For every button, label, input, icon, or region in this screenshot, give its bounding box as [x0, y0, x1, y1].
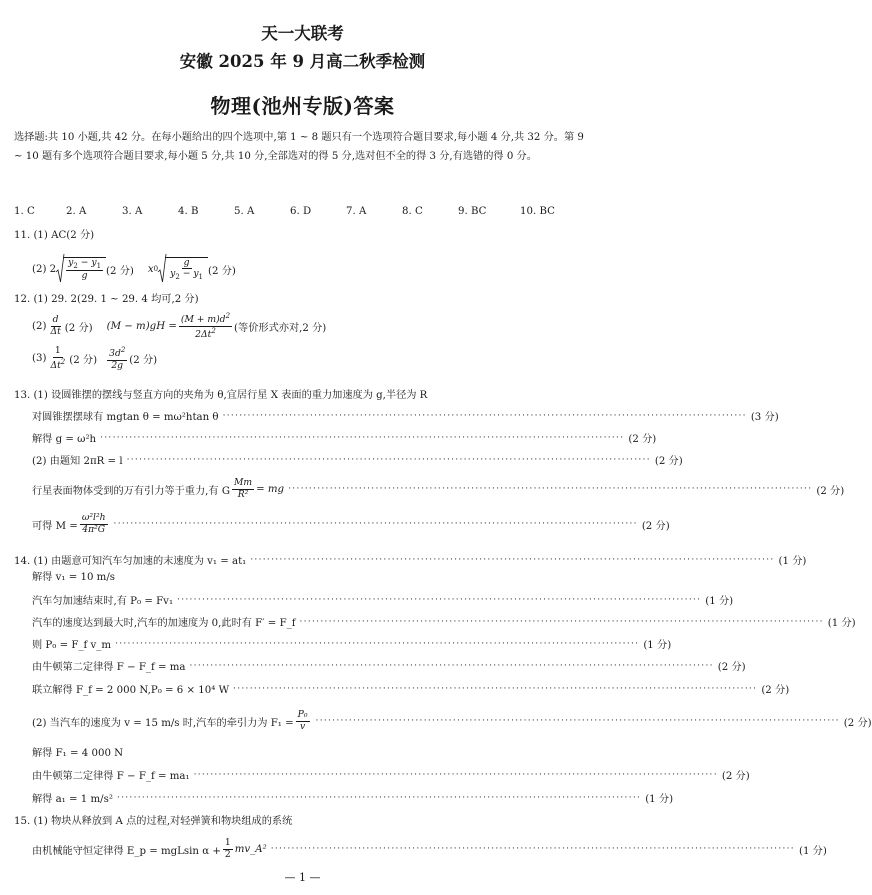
- exam-date-title: 安徽 2025 年 9 月高二秋季检测: [179, 52, 426, 71]
- q12-part2-label: (2): [32, 320, 47, 332]
- q14-row-8: (2) 当汽车的速度为 v = 15 m/s 时,汽车的牵引力为 F₁ = $\frac{\text{P₀}}{v}$ ······························································································································ (2 分): [32, 709, 872, 732]
- answer-6: 6. D: [290, 206, 312, 217]
- fraction-3d2-over-2g: $\frac{3d^2}{2g}$: [109, 346, 126, 371]
- q11-score-b: (2 分): [208, 265, 236, 277]
- page-number: — 1 —: [284, 871, 321, 884]
- answer-5: 5. A: [234, 206, 255, 217]
- answer-8: 8. C: [402, 206, 423, 217]
- fraction-d-over-dt: $\frac{d}{\Delta t}$: [50, 314, 61, 337]
- q12-score-d: (2 分): [129, 355, 158, 367]
- q12-score-c: (2 分): [69, 355, 98, 367]
- q14-row-5: 则 P₀ = F_f v_m ······························································································································ (1 分): [32, 638, 672, 651]
- q12-score-b: (等价形式亦对,2 分): [234, 322, 327, 334]
- q13-row-3: (2) 由题知 2πR = l ······························································································································ (2 分): [32, 454, 683, 467]
- answer-3: 3. A: [122, 206, 143, 217]
- q14-row-4: 汽车的速度达到最大时,汽车的加速度为 0,此时有 F′ = F_f ······························································································································ (1 分): [32, 616, 856, 629]
- q14-row-2: 解得 v₁ = 10 m/s: [32, 572, 115, 583]
- q12-part1: 12. (1) 29. 2(29. 1 ~ 29. 4 均可,2 分): [14, 294, 199, 305]
- q14-row-3: 汽车匀加速结束时,有 P₀ = Fv₁ ······························································································································ (1 分): [32, 594, 734, 607]
- answer-2: 2. A: [66, 206, 87, 217]
- q14-row-11: 解得 a₁ = 1 m/s² ······························································································································ (1 分): [32, 792, 674, 805]
- x0-symbol: x: [147, 263, 154, 275]
- energy-equation-left: (M − m)gH =: [106, 320, 177, 332]
- q13-row-2: 解得 g = ω²h ······························································································································ (2 分): [32, 432, 657, 445]
- q14-row-6: 由牛顿第二定律得 F − F_f = ma ······························································································································ (2 分): [32, 660, 746, 673]
- q12-part2: [32, 312, 326, 340]
- choice-instructions: 选择题:共 10 小题,共 42 分。在每小题给出的四个选项中,第 1 ~ 8 题只有一个选项符合题目要求,每小题 4 分,共 32 分。第 9 ~ 10 题有多个选项符合题目要求,每小题 5 分,共 10 分,全部选对的得 5 分,选对但不全的得 3 分,有选错的得 0 分。: [14, 132, 584, 162]
- q11-part1: 11. (1) AC(2 分): [14, 230, 95, 241]
- answer-7: 7. A: [346, 206, 367, 217]
- q12-score-a: (2 分): [64, 322, 93, 334]
- answer-4: 4. B: [178, 206, 199, 217]
- q14-row-9: 解得 F₁ = 4 000 N: [32, 748, 124, 759]
- q11-part2: [32, 254, 236, 284]
- fraction-one-over-dt2: $\frac{1}{\Delta t^2}$: [50, 345, 66, 371]
- q14-row-10: 由牛顿第二定律得 F − F_f = ma₁ ······························································································································ (2 分): [32, 769, 750, 782]
- x0-subscript: 0: [153, 265, 159, 273]
- answer-9: 9. BC: [458, 206, 487, 217]
- q15-intro: 15. (1) 物块从释放到 A 点的过程,对轻弹簧和物块组成的系统: [14, 816, 293, 827]
- answer-10: 10. BC: [520, 206, 555, 217]
- page-title: 物理(池州专版)答案: [210, 94, 395, 118]
- q14-row-1: 14. (1) 由题意可知汽车匀加速的末速度为 v₁ = at₁ ······························································································································ (1 分): [14, 554, 807, 567]
- exam-name: 天一大联考: [261, 24, 344, 43]
- q11-part2-label: (2) 2: [32, 263, 57, 275]
- q13-row-1: 对圆锥摆摆球有 mgtan θ = mω²htan θ ······························································································································ (3 分): [32, 410, 779, 423]
- sqrt-expression-2: $\frac{g}{y_2 - y_1}$: [158, 254, 208, 284]
- q11-score-a: (2 分): [106, 265, 134, 277]
- q13-row-4: 行星表面物体受到的万有引力等于重力,有 G $\frac{Mm}{\text{R²}}$ = mg ······························································································································ (2 分): [32, 477, 845, 500]
- q13-intro: 13. (1) 设圆锥摆的摆线与竖直方向的夹角为 θ,宜居行星 X 表面的重力加速度为 g,半径为 R: [14, 390, 428, 401]
- sqrt-expression: $\frac{y_2 - y_1}{g}$: [56, 254, 106, 284]
- q12-part3-label: (3): [32, 353, 47, 365]
- energy-equation-right: $\frac{(M + m)d^2}{2\Delta t^2}$: [180, 312, 231, 340]
- q14-row-7: 联立解得 F_f = 2 000 N,P₀ = 6 × 10⁴ W ······························································································································ (2 分): [32, 683, 790, 696]
- answer-1: 1. C: [14, 206, 35, 217]
- q15-row-1: 由机械能守恒定律得 E_p = mgLsin α + $\frac{1}{2}$ mv_A² ······························································································································ (1 分): [32, 837, 827, 860]
- q12-part3: [32, 346, 157, 371]
- q13-row-5: 可得 M = $\frac{\text{ω²l²h}}{\text{4π²G}}$ ······························································································································ (2 分): [32, 512, 670, 535]
